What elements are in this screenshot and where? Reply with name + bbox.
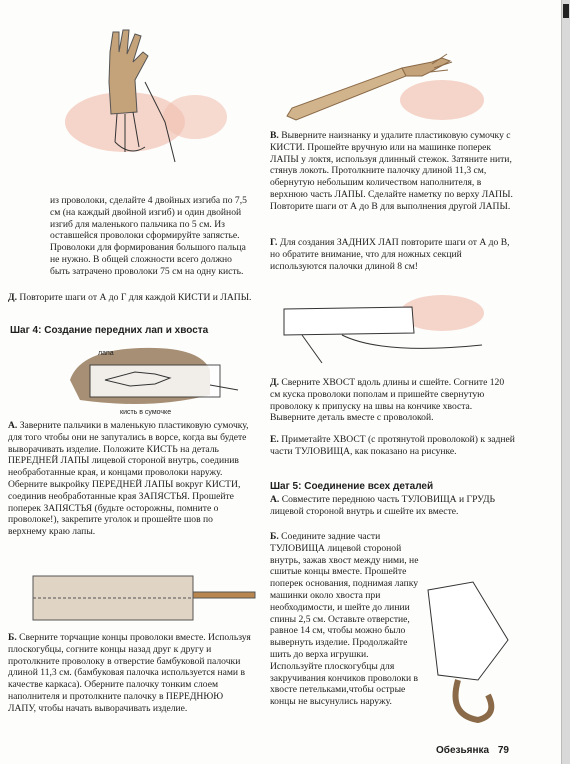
step5-b-text: Соедините задние части ТУЛОВИЩА лицевой стороной внутрь, зажав хвост между ними, не сшитые концы вместе. Прошейте поперек основания, поднимая лапку машинки около хвоста при необходимости, и шейте до линии спины 2,5 см. Оставьте отверстие, равное 14 см, чтобы можно было вывернуть изделие. Продолжайте шить до верха игрушки. Используйте плоскогубцы для закручивания кончиков проволоки в хвосте петельками,чтобы острые концы не высунулись наружу. (270, 531, 419, 708)
step4-heading: Шаг 4: Создание передних лап и хвоста (10, 325, 209, 336)
step4-a (8, 420, 253, 538)
figure-tail (282, 285, 492, 367)
step3-d-text: Повторите шаги от А до Г для каждой КИСТИ и ЛАПЫ. (19, 292, 252, 303)
right-e-label: Е. (270, 434, 279, 445)
figure-body-tail (418, 580, 518, 725)
right-b (270, 130, 515, 213)
fig-label-paw: лапа (98, 350, 114, 357)
step5-a (270, 494, 515, 518)
right-g-label: Г. (270, 237, 278, 248)
step5-a-label: А. (270, 494, 280, 505)
right-b-label: В. (270, 130, 279, 141)
fig-label-hand-in-bag: кисть в сумочке (120, 409, 172, 416)
step5-b (270, 531, 420, 708)
step4-b-label: Б. (8, 632, 17, 643)
step4-a-label: А. (8, 420, 18, 431)
step4-b (8, 632, 253, 715)
right-g (270, 237, 515, 272)
step5-b-label: Б. (270, 531, 279, 542)
page-footer (436, 745, 509, 756)
right-g-text: Для создания ЗАДНИХ ЛАП повторите шаги от А до В, но обратите внимание, что для ножных секций используются палочки длиной 8 см! (270, 237, 510, 272)
step3-continuation (50, 195, 250, 278)
step3-text: из проволоки, сделайте 4 двойных изгиба по 7,5 см (на каждый двойной изгиб) и один двойной изгиб для маленького пальчика по 5 см. Из оставшейся проволоки сформируйте запястье. Проволоки для формирования большого пальца не нужно. В общей сложности всего должно быть затрачено проволоки 75 см на одну кисть. (50, 195, 247, 277)
page-number: 79 (497, 745, 509, 756)
step3-d-label: Д. (8, 292, 17, 303)
figure-long-arm (282, 28, 487, 128)
step5-heading: Шаг 5: Соединение всех деталей (270, 481, 434, 492)
step5-a-text: Совместите переднюю часть ТУЛОВИЩА и ГРУДЬ лицевой стороной внутрь и сшейте их вместе. (270, 494, 496, 517)
figure-paw-stick (28, 568, 258, 628)
step4-a-text: Заверните пальчики в маленькую пластиковую сумочку, для того чтобы они не запутались в ворсе, когда вы будете выворачивать изделие. Положите КИСТЬ на деталь ПЕРЕДНЕЙ ЛАПЫ лицевой стороной внутрь, соединив необработанные края, и концами проволоки наружу. Оберните выкройку ПЕРЕДНЕЙ ЛАПЫ вокруг КИСТИ, соединив необработанные края ЗАПЯСТЬЯ. Прошейте поперек ЗАПЯСТЬЯ (будьте осторожны, помните о проволоке!), закрепите уголок и прошейте шов по верхнему краю лапы. (8, 420, 249, 538)
right-e-text: Приметайте ХВОСТ (с протянутой проволокой) к задней части ТУЛОВИЩА, как показано на рисунке. (270, 434, 515, 457)
right-d (270, 377, 515, 424)
right-d-text: Сверните ХВОСТ вдоль длины и сшейте. Согните 120 см куска проволоки пополам и пришейте свернутую проволоку к припуску на швы на кончике хвоста. Выверните деталь вместе с проволокой. (270, 377, 505, 424)
edge-mark (563, 4, 569, 18)
step4-b-text: Сверните торчащие концы проволоки вместе. Используя плоскогубцы, согните концы назад друг к другу и протолкните проволоку в отверстие бамбуковой палочки длиной 11,3 см. (бамбуковая палочка используется нами в качестве каркаса). Оберните палочку тонким слоем наполнителя и протолкните палочку в ПЕРЕДНЮЮ ЛАПУ, чтобы начать выворачивать изделие. (8, 632, 251, 714)
right-b-text: Выверните наизнанку и удалите пластиковую сумочку с КИСТИ. Прошейте вручную или на машинке поперек ЛАПЫ у локтя, используя длинный стежок. Затяните нити, стянув локоть. Протолкните палочку длиной 11,3 см, обернутую небольшим количеством наполнителя, в верхнюю часть ЛАПЫ. Сделайте наметку по верху ЛАПЫ. Повторите шаги от А до В для выполнения другой ЛАПЫ. (270, 130, 513, 212)
page-edge (561, 0, 570, 764)
right-e (270, 434, 515, 458)
figure-hand-in-bag (60, 340, 240, 420)
right-d-label: Д. (270, 377, 279, 388)
step3-d (8, 292, 253, 304)
figure-hand-wire (55, 22, 235, 182)
footer-title: Обезьянка (436, 745, 490, 756)
